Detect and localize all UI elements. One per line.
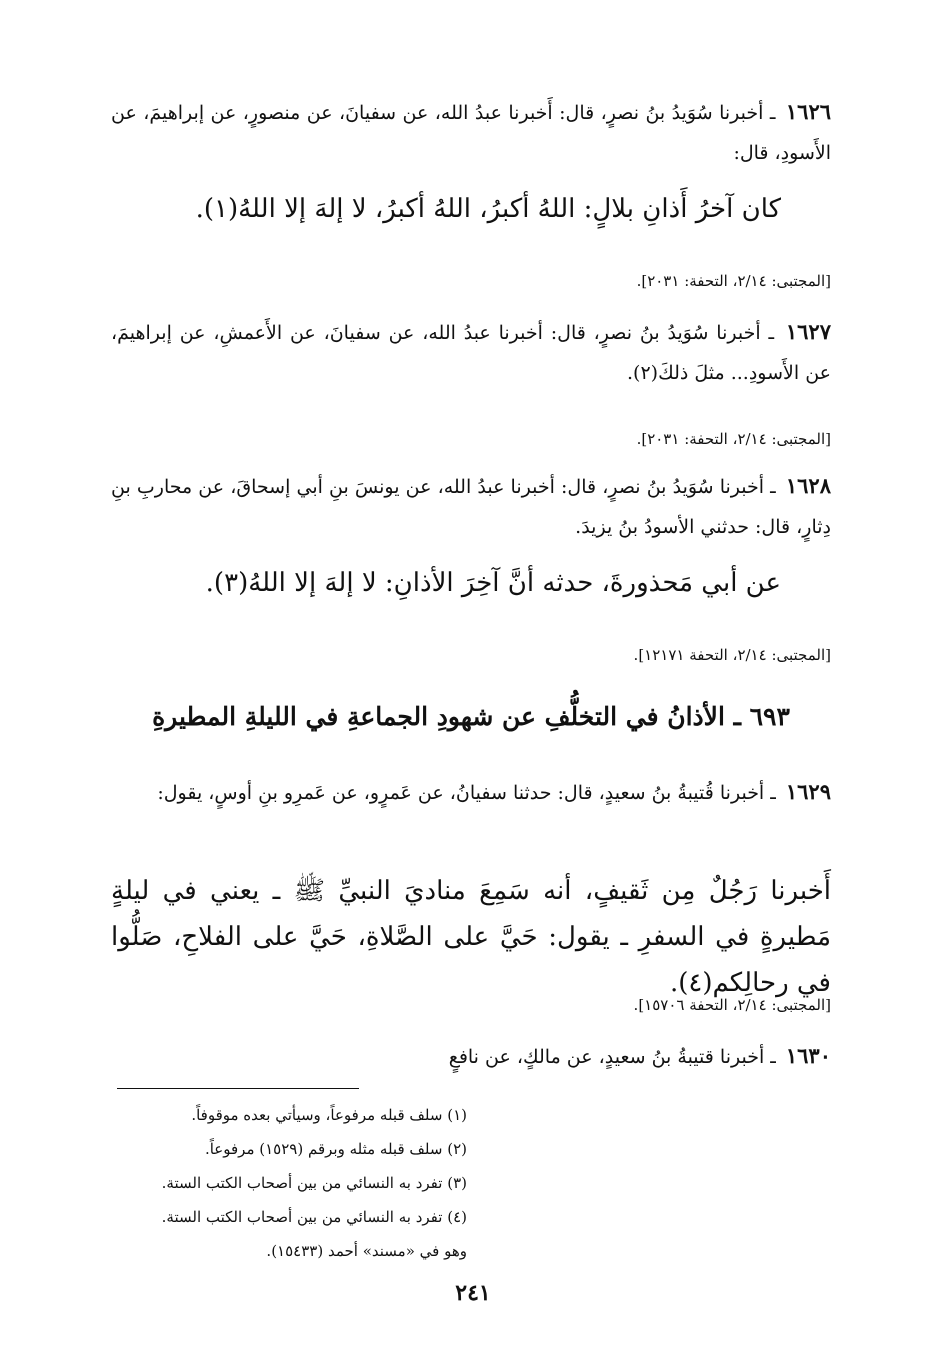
hadith-1626-isnad <box>111 92 831 173</box>
hadith-1628-matn: عن أبي مَحذورةَ، حدثه أنَّ آخِرَ الأذانِ: لا إلهَ إلا اللهُ(٣). <box>205 568 781 598</box>
isnad-text: ـ أخبرنا سُوَيدُ بنُ نصرٍ، قال: أخبرنا عبدُ الله، عن يونسَ بنِ أبي إسحاقَ، عن محاربِ بنِ دِثارٍ، قال: حدثني الأسودُ بنُ يزيدَ. <box>111 476 831 538</box>
hadith-1627-reference: [المجتبى: ٢/١٤، التحفة: ٢٠٣١]. <box>636 430 831 448</box>
page-number: ٢٤١ <box>455 1280 491 1306</box>
hadith-1630-isnad <box>111 1036 831 1077</box>
hadith-1629-isnad <box>111 772 831 813</box>
hadith-number: ١٦٢٦ <box>785 99 832 124</box>
footnote-4-continued: وهو في «مسند» أحمد (١٥٤٣٣). <box>266 1242 467 1260</box>
footnote-3: (٣) تفرد به النسائي من بين أصحاب الكتب الستة. <box>161 1174 467 1192</box>
hadith-1629-reference: [المجتبى: ٢/١٤، التحفة ١٥٧٠٦]. <box>633 996 831 1014</box>
hadith-1626-reference: [المجتبى: ٢/١٤، التحفة: ٢٠٣١]. <box>636 272 831 290</box>
hadith-1629-matn: أَخبرنا رَجُلٌ مِن ثَقيفٍ، أنه سَمِعَ مناديَ النبيِّ ﷺ ـ يعني في ليلةٍ مَطيرةٍ في السفرِ ـ يقول: حَيَّ على الصَّلاةِ، حَيَّ على الفلاحِ، صَلُّوا في رحالِكم(٤). <box>111 876 831 998</box>
hadith-number: ١٦٣٠ <box>785 1043 831 1068</box>
hadith-1627-isnad <box>111 312 831 393</box>
isnad-text: ـ أخبرنا سُوَيدُ بنُ نصرٍ، قال: أخبرنا عبدُ الله، عن سفيانَ، عن الأَعمشِ، عن إبراهيمَ، عن الأَسودِ... مثلَ ذلكَ(٢). <box>111 322 831 384</box>
footnotes <box>117 1098 467 1268</box>
hadith-1626-matn: كان آخرُ أَذانِ بلالٍ: اللهُ أكبرُ، اللهُ أكبرُ، لا إلهَ إلا اللهُ(١). <box>195 194 781 224</box>
isnad-text: ـ أخبرنا قتيبةُ بنُ سعيدٍ، عن مالكٍ، عن نافعٍ <box>448 1046 776 1068</box>
hadith-number: ١٦٢٩ <box>785 779 831 804</box>
isnad-text: ـ أخبرنا سُوَيدُ بنُ نصرٍ، قال: أَخبرنا عبدُ الله، عن سفيانَ، عن منصورٍ، عن إبراهيمَ، عن الأَسودِ، قال: <box>111 102 831 164</box>
footnote-2: (٢) سلف قبله مثله وبرقم (١٥٢٩) مرفوعاً. <box>204 1140 467 1158</box>
footnote-1: (١) سلف قبله مرفوعاً، وسيأتي بعده موقوفاً. <box>191 1106 467 1124</box>
isnad-text: ـ أخبرنا قُتيبةُ بنُ سعيدٍ، قال: حدثنا سفيانُ، عن عَمرٍو، عن عَمرِو بنِ أوسٍ، يقول: <box>157 782 776 804</box>
footnote-separator <box>117 1088 359 1089</box>
chapter-heading: ٦٩٣ ـ الأذانُ في التخلُّفِ عن شهودِ الجماعةِ في الليلةِ المطيرةِ <box>152 702 790 731</box>
hadith-1628-reference: [المجتبى: ٢/١٤، التحفة ١٢١٧١]. <box>633 646 831 664</box>
hadith-1628-isnad <box>111 466 831 547</box>
hadith-number: ١٦٢٧ <box>785 319 831 344</box>
footnote-4: (٤) تفرد به النسائي من بين أصحاب الكتب الستة. <box>161 1208 467 1226</box>
hadith-number: ١٦٢٨ <box>785 473 831 498</box>
